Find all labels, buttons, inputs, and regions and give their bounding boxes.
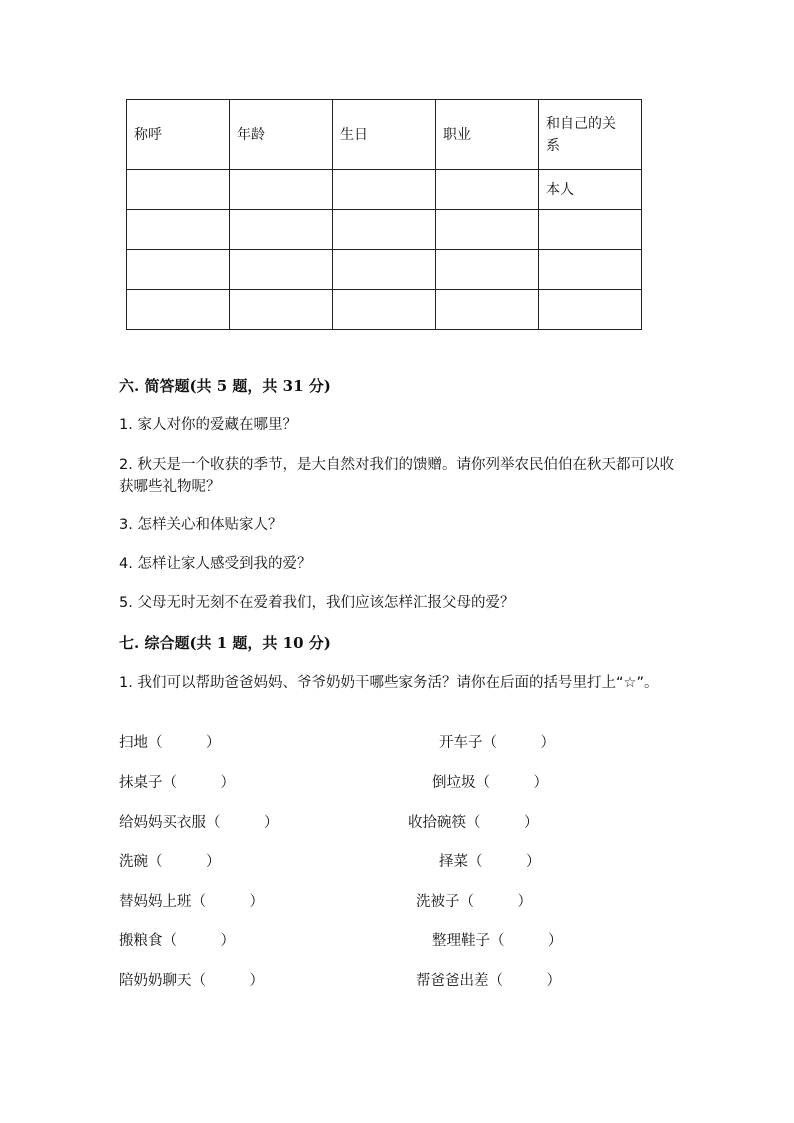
question-item: 1. 我们可以帮助爸爸妈妈、爷爷奶奶干哪些家务活？请你在后面的括号里打上“☆”。 xyxy=(119,675,659,691)
table-cell[interactable] xyxy=(436,210,539,250)
section-7-title: 七. 综合题(共 1 题，共 10 分) xyxy=(119,634,331,652)
table-cell[interactable] xyxy=(230,210,333,250)
header-cell: 年龄 xyxy=(230,100,333,170)
section-6-title: 六. 简答题(共 5 题，共 31 分) xyxy=(119,377,331,395)
chore-option[interactable]: 收拾碗筷（ ） xyxy=(408,815,539,831)
table-cell[interactable] xyxy=(230,250,333,290)
table-cell[interactable] xyxy=(127,210,230,250)
chore-option[interactable]: 洗碗（ ） xyxy=(119,854,221,870)
header-cell-text: 和自己的关系 xyxy=(546,115,616,154)
chore-option[interactable]: 扫地（ ） xyxy=(119,735,221,751)
table-cell[interactable] xyxy=(333,250,436,290)
family-info-table xyxy=(126,99,642,330)
table-cell[interactable] xyxy=(333,290,436,330)
header-cell: 职业 xyxy=(436,100,539,170)
table-cell[interactable] xyxy=(436,290,539,330)
table-cell[interactable] xyxy=(436,170,539,210)
header-cell: 称呼 xyxy=(127,100,230,170)
question-item: 2. 秋天是一个收获的季节，是大自然对我们的馈赠。请你列举农民伯伯在秋天都可以收获哪些礼物呢？ xyxy=(119,457,674,495)
table-cell[interactable] xyxy=(436,250,539,290)
table-row xyxy=(127,290,642,330)
header-cell xyxy=(539,100,642,170)
table-cell[interactable] xyxy=(230,290,333,330)
question-item: 3. 怎样关心和体贴家人？ xyxy=(119,517,283,533)
table-cell[interactable] xyxy=(127,170,230,210)
chore-option[interactable]: 帮爸爸出差（ ） xyxy=(416,973,561,989)
table-cell[interactable] xyxy=(230,170,333,210)
chore-option[interactable]: 给妈妈买衣服（ ） xyxy=(119,815,279,831)
chore-option[interactable]: 洗被子（ ） xyxy=(416,894,532,910)
table-cell: 本人 xyxy=(539,170,642,210)
chore-option[interactable]: 倒垃圾（ ） xyxy=(432,775,548,791)
question-item: 1. 家人对你的爱藏在哪里？ xyxy=(119,417,297,433)
table-row xyxy=(127,170,642,210)
chore-option[interactable]: 替妈妈上班（ ） xyxy=(119,894,264,910)
header-cell: 生日 xyxy=(333,100,436,170)
table-cell[interactable] xyxy=(333,170,436,210)
table-row xyxy=(127,250,642,290)
table-cell[interactable] xyxy=(127,290,230,330)
table-row xyxy=(127,210,642,250)
chore-option[interactable]: 陪奶奶聊天（ ） xyxy=(119,973,264,989)
chore-option[interactable]: 整理鞋子（ ） xyxy=(432,933,563,949)
table-cell[interactable] xyxy=(539,290,642,330)
chore-option[interactable]: 搬粮食（ ） xyxy=(119,933,235,949)
table-cell[interactable] xyxy=(127,250,230,290)
question-item: 4. 怎样让家人感受到我的爱？ xyxy=(119,556,312,572)
chore-option[interactable]: 开车子（ ） xyxy=(439,735,555,751)
table-cell[interactable] xyxy=(539,250,642,290)
table-cell[interactable] xyxy=(539,210,642,250)
question-item: 5. 父母无时无刻不在爱着我们，我们应该怎样汇报父母的爱？ xyxy=(119,595,515,611)
table-cell[interactable] xyxy=(333,210,436,250)
chore-option[interactable]: 择菜（ ） xyxy=(439,854,541,870)
table-header-row xyxy=(127,100,642,170)
chore-option[interactable]: 抹桌子（ ） xyxy=(119,775,235,791)
